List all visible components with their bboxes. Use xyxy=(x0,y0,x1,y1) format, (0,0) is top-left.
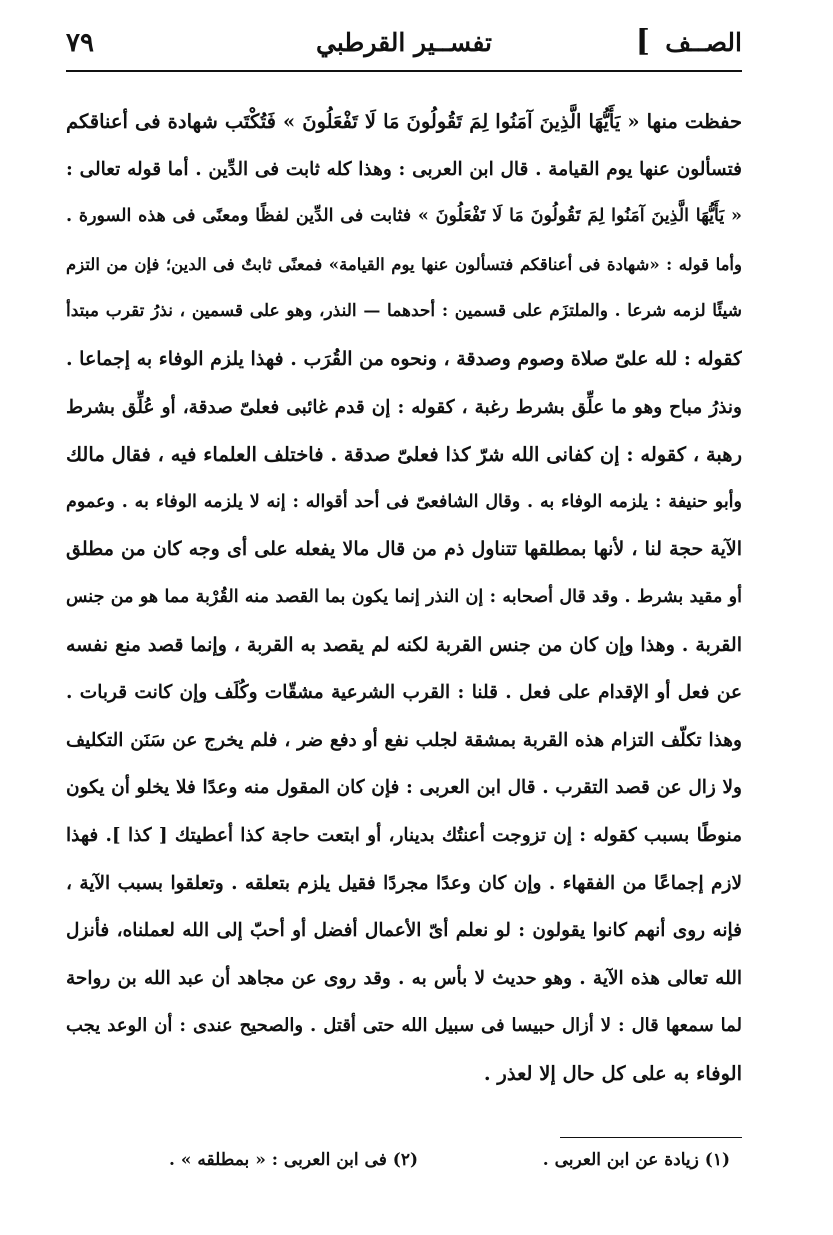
text-line: « يَأَيُّهَا الَّذِينَ آمَنُوا لِمَ تَقُولُونَ مَا لَا تَفْعَلُونَ » فثابت فى الدِّين لفظًا ومعنًى فى هذه السورة . xyxy=(66,206,742,227)
text-line: وأما قوله : «شهادة فى أعناقكم فتسألون عنها يوم القيامة» فمعنًى ثابتٌ فى الدين؛ فإن من التزم xyxy=(66,254,742,274)
text-line: أو مقيد بشرط . وقد قال أصحابه : إن النذر إنما يكون بما القصد منه القُرْبة مما هو من جنس xyxy=(66,586,742,607)
text-line: القربة . وهذا وإن كان من جنس القربة لكنه لم يقصد به القربة ، وإنما قصد منع نفسه xyxy=(66,633,742,656)
page-number: ٧٩ xyxy=(66,28,94,58)
text-line: رهبة ، كقوله : إن كفانى الله شرّ كذا فعلىّ صدقة . فاختلف العلماء فيه ، فقال مالك xyxy=(66,443,742,467)
body-text xyxy=(66,98,742,1097)
book-title: تفســير القرطبي xyxy=(316,28,492,57)
text-line: فإنه روى أنهم كانوا يقولون : لو نعلم أىّ الأعمال أفضل أو أحبّ إلى الله لعملناه، فأنزل xyxy=(66,920,742,942)
text-line: الله تعالى هذه الآية . وهو حديث لا بأس به . وقد روى عن مجاهد أن عبد الله بن رواحة xyxy=(66,967,742,989)
text-line: كقوله : لله علىّ صلاة وصوم وصدقة ، ونحوه من القُرَب . فهذا يلزم الوفاء به إجماعا . xyxy=(66,347,742,370)
text-line: عن فعل أو الإقدام على فعل . قلنا : القرب الشرعية مشقّات وكُلَف وإن كانت قربات . xyxy=(66,682,742,704)
footnote-1: (١) زيادة عن ابن العربى . xyxy=(542,1150,730,1170)
footnote-2: (٢) فى ابن العربى : « بمطلقه » . xyxy=(169,1150,418,1170)
text-line: ونذرُ مباح وهو ما علِّق بشرط رغبة ، كقوله : إن قدم غائبى فعلىّ صدقة، أو عُلِّق بشرط xyxy=(66,396,742,418)
footnotes xyxy=(66,1150,742,1180)
surah-name: الصــف xyxy=(665,28,742,57)
footnote-rule xyxy=(560,1137,742,1138)
text-line: الآية حجة لنا ، لأنها بمطلقها تتناول ذم من قال مالا يفعله على أى وجه كان من مطلق xyxy=(66,538,742,561)
text-line: وهذا تكلّف التزام هذه القربة بمشقة لجلب نفع أو دفع ضر ، فلم يخرج عن سَنَن التكليف xyxy=(66,729,742,751)
text-line: فتسألون عنها يوم القيامة . قال ابن العربى : وهذا كله ثابت فى الدِّين . أما قوله تعالى : xyxy=(66,158,742,180)
text-line: لما سمعها قال : لا أزال حبيسا فى سبيل الله حتى أقتل . والصحيح عندى : أن الوعد يجب xyxy=(66,1015,742,1037)
header-rule xyxy=(66,70,742,72)
text-line: حفظت منها « يَأَيُّهَا الَّذِينَ آمَنُوا لِمَ تَقُولُونَ مَا لَا تَفْعَلُونَ » فَتُكْتَب شهادة فى أعناقكم xyxy=(66,110,742,133)
text-line: ولا زال عن قصد التقرب . قال ابن العربى : فإن كان المقول منه وعدًا فلا يخلو أن يكون xyxy=(66,777,742,799)
running-header xyxy=(66,22,742,70)
text-line: منوطًا بسبب كقوله : إن تزوجت أعنتُك بدينار، أو ابتعت حاجة كذا أعطيتك [ كذا ]. فهذا xyxy=(66,824,742,846)
text-line: الوفاء به على كل حال إلا لعذر . xyxy=(483,1061,742,1085)
text-line: لازم إجماعًا من الفقهاء . وإن كان وعدًا مجردًا فقيل يلزم بتعلقه . وتعلقوا بسبب الآية ، xyxy=(66,872,742,894)
header-bracket: ] xyxy=(635,24,650,59)
text-line: وأبو حنيفة : يلزمه الوفاء به . وقال الشافعىّ فى أحد أقواله : إنه لا يلزمه الوفاء به . وعموم xyxy=(66,491,742,512)
text-line: شيئًا لزمه شرعا . والملتزَم على قسمين : أحدهما — النذر، وهو على قسمين ، نذرُ تقرب مبتدأ xyxy=(66,301,742,322)
